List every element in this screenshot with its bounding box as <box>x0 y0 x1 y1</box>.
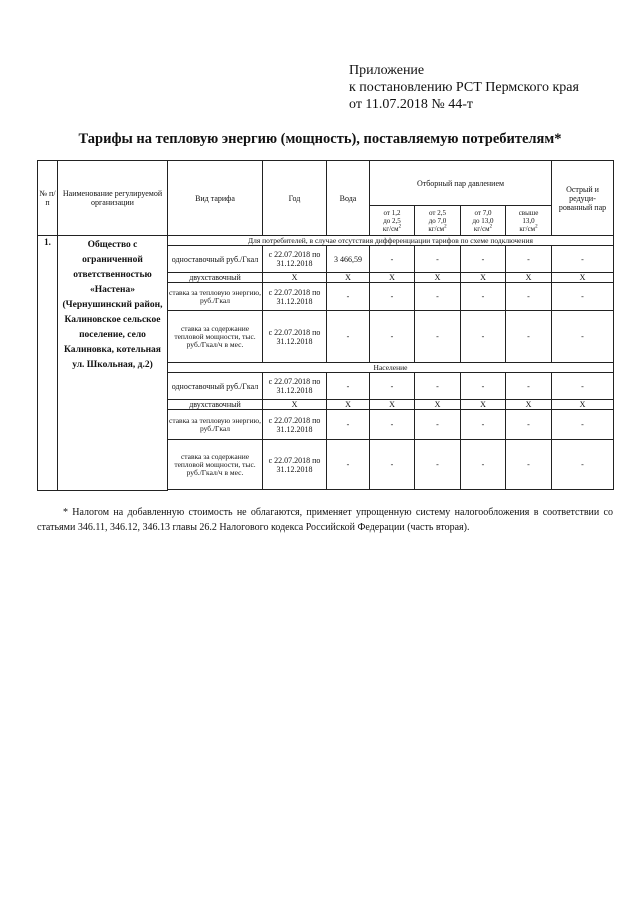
sharp-steam-cell: - <box>552 246 614 273</box>
water-cell: - <box>327 373 370 400</box>
steam-cell: - <box>461 410 506 440</box>
col-header-year: Год <box>263 161 327 236</box>
steam-cell: - <box>506 246 552 273</box>
steam-cell: - <box>461 246 506 273</box>
water-cell: - <box>327 311 370 363</box>
water-cell: - <box>327 410 370 440</box>
steam-cell: X <box>461 273 506 283</box>
steam-cell: - <box>415 373 461 400</box>
steam-cell: - <box>370 311 415 363</box>
water-cell: - <box>327 440 370 490</box>
steam-cell: - <box>506 410 552 440</box>
steam-cell: - <box>506 440 552 490</box>
tariff-type-cell: двухставочный <box>168 400 263 410</box>
col-header-steam-group: Отборный пар давлением <box>370 161 552 206</box>
footnote: * Налогом на добавленную стоимость не облагаются, применяет упрощенную систему налогообложения в соответствии со статьями 346.11, 346.12, 346.13 главы 26.2 Налогового кодекса Российской Федерации (часть вторая). <box>37 507 613 533</box>
steam-cell: - <box>461 311 506 363</box>
steam-cell: X <box>370 273 415 283</box>
steam-cell: - <box>461 283 506 311</box>
tariff-type-cell: ставка за содержание тепловой мощности, тыс. руб./Гкал/ч в мес. <box>168 311 263 363</box>
steam-cell: X <box>461 400 506 410</box>
section-population: Население <box>168 363 614 373</box>
col-header-num: № п/ п <box>38 161 58 236</box>
steam-cell: X <box>506 273 552 283</box>
steam-cell: X <box>506 400 552 410</box>
header-line-2: к постановлению РСТ Пермского края <box>349 80 579 95</box>
steam-cell: - <box>370 283 415 311</box>
tariff-type-cell: одноставочный руб./Гкал <box>168 246 263 273</box>
document-header <box>349 62 579 113</box>
year-cell: с 22.07.2018 по 31.12.2018 <box>263 373 327 400</box>
header-line-1: Приложение <box>349 63 425 78</box>
section-consumers-general: Для потребителей, в случае отсутствия дифференциации тарифов по схеме подключения <box>168 236 614 246</box>
col-header-tariff-type: Вид тарифа <box>168 161 263 236</box>
steam-cell: - <box>506 283 552 311</box>
sharp-steam-cell: - <box>552 410 614 440</box>
steam-cell: - <box>370 410 415 440</box>
steam-cell: - <box>415 440 461 490</box>
col-header-steam-range: от 7,0 до 13,0 $кг/см^2$ <box>461 206 506 236</box>
year-cell: с 22.07.2018 по 31.12.2018 <box>263 283 327 311</box>
sharp-steam-cell: - <box>552 283 614 311</box>
sharp-steam-cell: - <box>552 440 614 490</box>
steam-cell: - <box>461 440 506 490</box>
sharp-steam-cell: X <box>552 273 614 283</box>
year-cell: с 22.07.2018 по 31.12.2018 <box>263 311 327 363</box>
sharp-steam-cell: - <box>552 373 614 400</box>
water-cell: - <box>327 283 370 311</box>
steam-cell: - <box>415 283 461 311</box>
sharp-steam-cell: X <box>552 400 614 410</box>
organization-name: Общество с ограниченной ответственностью «Настена» (Чернушинский район, Калиновское сельское поселение, село Калиновка, котельная ул. Школьная, д.2) <box>58 236 168 491</box>
sharp-steam-cell: - <box>552 311 614 363</box>
col-header-steam-range: свыше 13,0 $кг/см^2$ <box>506 206 552 236</box>
col-header-org: Наименование регулируемой организации <box>58 161 168 236</box>
water-cell: X <box>327 273 370 283</box>
year-cell: с 22.07.2018 по 31.12.2018 <box>263 440 327 490</box>
steam-cell: - <box>415 311 461 363</box>
water-cell: 3 466,59 <box>327 246 370 273</box>
row-number: 1. <box>38 236 58 491</box>
steam-cell: - <box>415 246 461 273</box>
steam-cell: - <box>370 246 415 273</box>
tariff-type-cell: ставка за тепловую энергию, руб./Гкал <box>168 410 263 440</box>
tariff-type-cell: ставка за тепловую энергию, руб./Гкал <box>168 283 263 311</box>
steam-cell: - <box>506 373 552 400</box>
year-cell: X <box>263 273 327 283</box>
steam-cell: X <box>415 400 461 410</box>
col-header-steam-range: от 2,5 до 7,0 $кг/см^2$ <box>415 206 461 236</box>
col-header-sharp-steam: Острый и редуци- рованный пар <box>552 161 614 236</box>
year-cell: с 22.07.2018 по 31.12.2018 <box>263 410 327 440</box>
tariff-type-cell: двухставочный <box>168 273 263 283</box>
year-cell: с 22.07.2018 по 31.12.2018 <box>263 246 327 273</box>
steam-cell: X <box>370 400 415 410</box>
steam-cell: - <box>370 440 415 490</box>
steam-cell: - <box>370 373 415 400</box>
document-title: Тарифы на тепловую энергию (мощность), поставляемую потребителям* <box>78 131 562 147</box>
steam-cell: - <box>415 410 461 440</box>
header-line-3: от 11.07.2018 № 44-т <box>349 97 474 112</box>
tariff-type-cell: одноставочный руб./Гкал <box>168 373 263 400</box>
tariff-table <box>37 160 614 491</box>
col-header-water: Вода <box>327 161 370 236</box>
steam-cell: X <box>415 273 461 283</box>
col-header-steam-range: от 1,2 до 2,5 $кг/см^2$ <box>370 206 415 236</box>
year-cell: X <box>263 400 327 410</box>
steam-cell: - <box>506 311 552 363</box>
tariff-type-cell: ставка за содержание тепловой мощности, тыс. руб./Гкал/ч в мес. <box>168 440 263 490</box>
steam-cell: - <box>461 373 506 400</box>
water-cell: X <box>327 400 370 410</box>
